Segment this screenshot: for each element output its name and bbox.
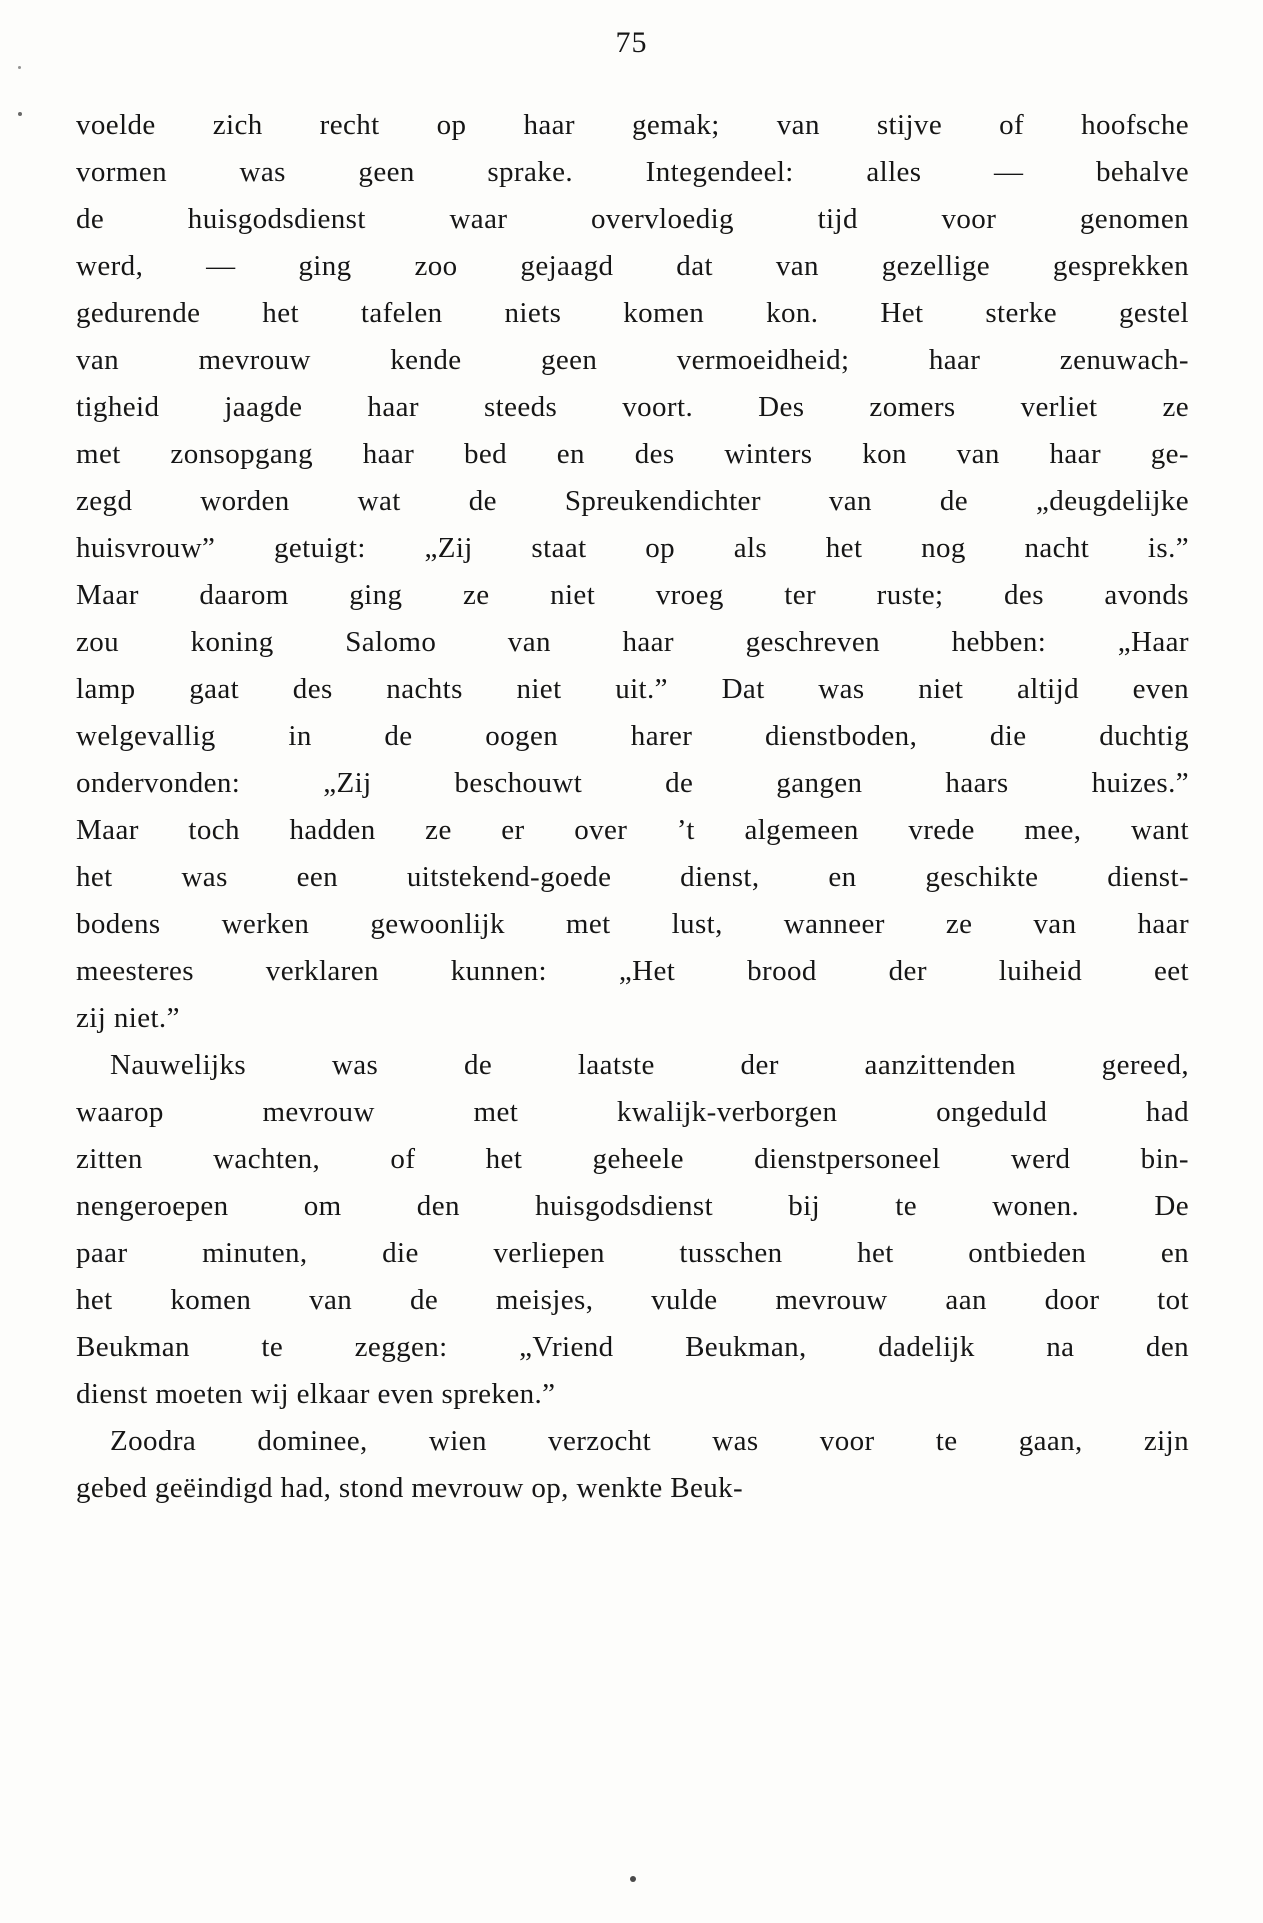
paragraph	[76, 1418, 1189, 1512]
text-line: voelde zich recht op haar gemak; van stijve of hoofsche	[76, 109, 1189, 141]
scan-artifact	[18, 112, 22, 116]
text-line: bodens werken gewoonlijk met lust, wanneer ze van haar	[76, 908, 1189, 940]
text-line: zegd worden wat de Spreukendichter van de „deugdelijke	[76, 485, 1189, 517]
text-line: zou koning Salomo van haar geschreven hebben: „Haar	[76, 626, 1189, 658]
text-line: vormen was geen sprake. Integendeel: alles — behalve	[76, 156, 1189, 188]
page-text	[76, 102, 1189, 1512]
text-line: met zonsopgang haar bed en des winters kon van haar ge-	[76, 438, 1189, 470]
text-line: lamp gaat des nachts niet uit.” Dat was niet altijd even	[76, 673, 1189, 705]
text-line: ondervonden: „Zij beschouwt de gangen haars huizes.”	[76, 767, 1189, 799]
text-line: huisvrouw” getuigt: „Zij staat op als het nog nacht is.”	[76, 532, 1189, 564]
text-line: paar minuten, die verliepen tusschen het ontbieden en	[76, 1237, 1189, 1269]
text-line: de huisgodsdienst waar overvloedig tijd voor genomen	[76, 203, 1189, 235]
page-number: 75	[615, 26, 648, 59]
text-line: Maar daarom ging ze niet vroeg ter ruste; des avonds	[76, 579, 1189, 611]
text-line: waarop mevrouw met kwalijk-verborgen ongeduld had	[76, 1096, 1189, 1128]
text-line: Zoodra dominee, wien verzocht was voor te gaan, zijn	[110, 1425, 1189, 1457]
text-line: gebed geëindigd had, stond mevrouw op, wenkte Beuk-	[76, 1472, 744, 1504]
text-line: zitten wachten, of het geheele dienstpersoneel werd bin-	[76, 1143, 1189, 1175]
text-line: zij niet.”	[76, 1002, 180, 1034]
text-line: werd, — ging zoo gejaagd dat van gezellige gesprekken	[76, 250, 1189, 282]
text-line: tigheid jaagde haar steeds voort. Des zomers verliet ze	[76, 391, 1189, 423]
paragraph	[76, 1042, 1189, 1418]
text-line: Maar toch hadden ze er over ’t algemeen vrede mee, want	[76, 814, 1189, 846]
text-line: nengeroepen om den huisgodsdienst bij te wonen. De	[76, 1190, 1189, 1222]
text-line: welgevallig in de oogen harer dienstboden, die duchtig	[76, 720, 1189, 752]
text-line: dienst moeten wij elkaar even spreken.”	[76, 1378, 556, 1410]
text-line: gedurende het tafelen niets komen kon. Het sterke gestel	[76, 297, 1189, 329]
paragraph	[76, 102, 1189, 1042]
text-line: Beukman te zeggen: „Vriend Beukman, dadelijk na den	[76, 1331, 1189, 1363]
scan-artifact	[630, 1876, 636, 1882]
text-line: van mevrouw kende geen vermoeidheid; haar zenuwach-	[76, 344, 1189, 376]
text-line: Nauwelijks was de laatste der aanzittenden gereed,	[110, 1049, 1189, 1081]
text-line: het was een uitstekend-goede dienst, en geschikte dienst-	[76, 861, 1189, 893]
scan-artifact	[18, 66, 21, 69]
text-line: meesteres verklaren kunnen: „Het brood der luiheid eet	[76, 955, 1189, 987]
text-line: het komen van de meisjes, vulde mevrouw aan door tot	[76, 1284, 1189, 1316]
